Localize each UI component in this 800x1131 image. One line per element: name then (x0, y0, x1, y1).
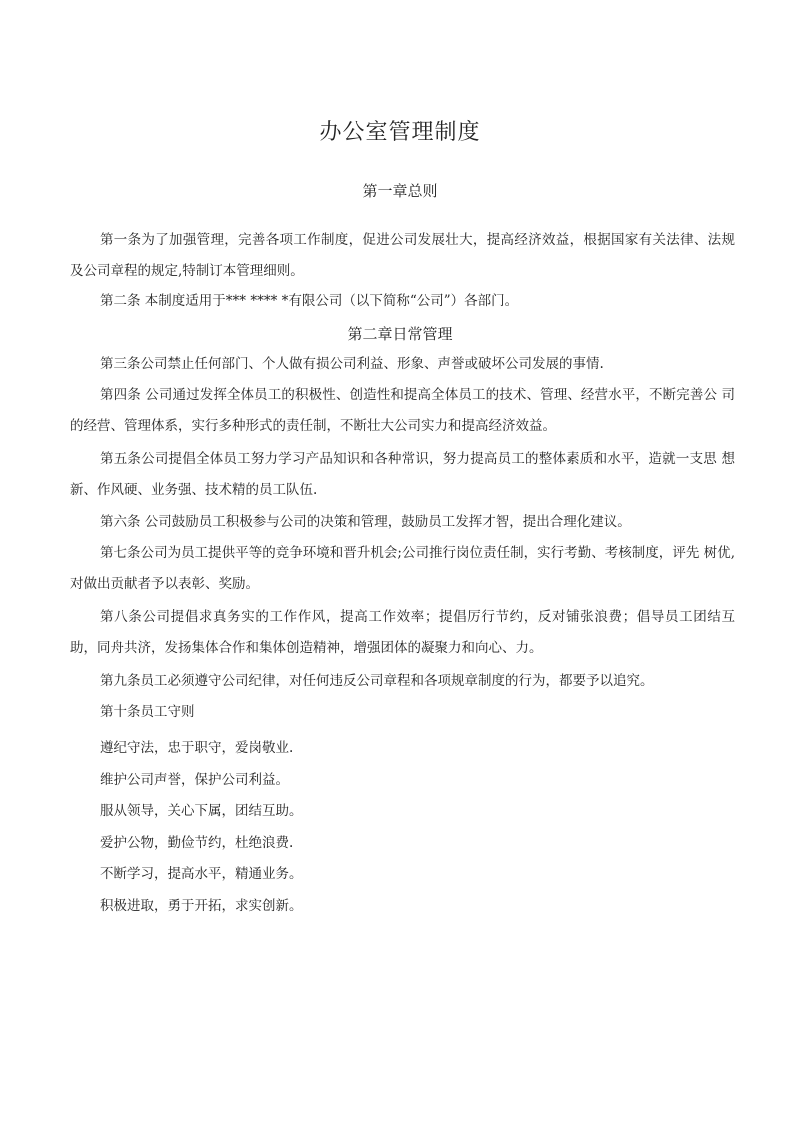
article-4: 第四条 公司通过发挥全体员工的积极性、创造性和提高全体员工的技术、管理、经营水平，不断完善公 司的经营、管理体系，实行多种形式的责任制，不断壮大公司实力和提高经济效益。 (70, 387, 735, 434)
rule-item: 维护公司声誉，保护公司利益。 (100, 772, 289, 788)
rule-item: 爱护公物，勤俭节约，杜绝浪费. (100, 835, 294, 851)
article-2: 第二条 本制度适用于*** **** *有限公司（以下简称“公司”）各部门。 (100, 293, 519, 309)
rule-item: 服从领导，关心下属，团结互助。 (100, 803, 303, 819)
article-6: 第六条 公司鼓励员工积极参与公司的决策和管理，鼓励员工发挥才智，提出合理化建议。 (100, 514, 631, 530)
document-title: 办公室管理制度 (319, 120, 481, 145)
rule-item: 遵纪守法，忠于职守，爱岗敬业. (100, 740, 294, 756)
article-1: 第一条为了加强管理，完善各项工作制度，促进公司发展壮大，提高经济效益，根据国家有关法律、法规 及公司章程的规定,特制订本管理细则。 (70, 232, 735, 279)
article-9: 第九条员工必须遵守公司纪律，对任何违反公司章程和各项规章制度的行为，都要予以追究。 (100, 673, 654, 689)
article-8: 第八条公司提倡求真务实的工作作风，提高工作效率；提倡厉行节约，反对铺张浪费；倡导员工团结互 助，同舟共济，发扬集体合作和集体创造精神，增强团体的凝聚力和向心、力。 (70, 609, 735, 656)
article-7: 第七条公司为员工提供平等的竞争环境和晋升机会;公司推行岗位责任制，实行考勤、考核制度，评先 树优,对做出贡献者予以表彰、奖励。 (70, 545, 735, 592)
chapter-1-heading: 第一章总则 (362, 182, 438, 200)
article-10: 第十条员工守则 (100, 704, 195, 720)
article-5: 第五条公司提倡全体员工努力学习产品知识和各种常识，努力提高员工的整体素质和水平，造就一支思 想新、作风硬、业务强、技术精的员工队伍. (70, 451, 735, 498)
chapter-2-heading: 第二章日常管理 (347, 325, 453, 343)
rule-item: 不断学习，提高水平，精通业务。 (100, 866, 303, 882)
article-3: 第三条公司禁止任何部门、个人做有损公司利益、形象、声誉或破坏公司发展的事情. (100, 356, 604, 372)
rule-item: 积极进取，勇于开拓，求实创新。 (100, 898, 303, 914)
